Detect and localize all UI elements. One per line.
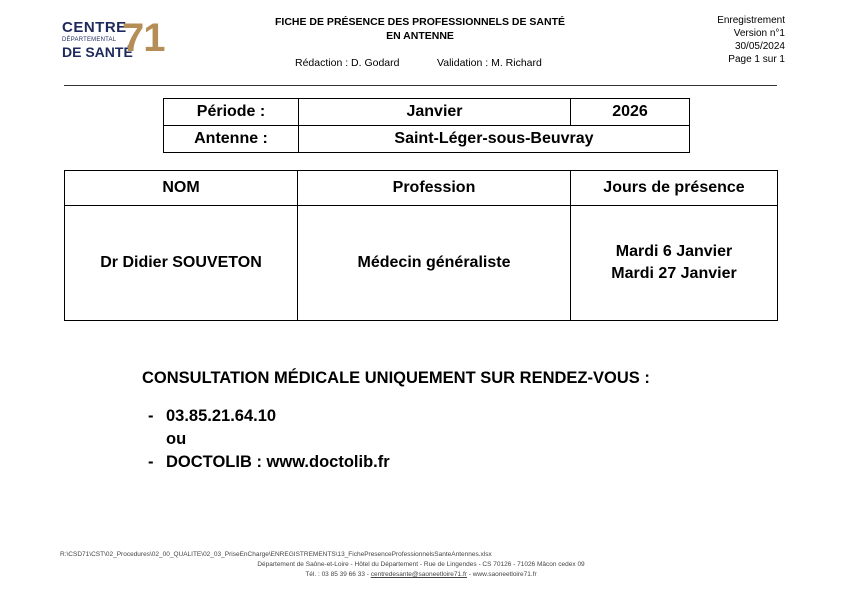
- page-number: Page 1 sur 1: [728, 54, 785, 65]
- footer: [60, 550, 782, 580]
- bullet-dash: -: [148, 453, 154, 471]
- redaction: Rédaction : D. Godard: [295, 57, 400, 69]
- presence-table: [64, 170, 778, 321]
- document-title: [250, 15, 590, 43]
- antenna-name: Saint-Léger-sous-Beuvray: [299, 126, 690, 153]
- contact-or: ou: [166, 430, 187, 448]
- doctolib-link[interactable]: DOCTOLIB : www.doctolib.fr: [166, 453, 390, 471]
- logo: [62, 16, 165, 62]
- footer-site: - www.saoneetloire71.fr: [466, 571, 537, 578]
- footer-contact: [60, 570, 782, 580]
- header-divider: [64, 85, 777, 86]
- version: Version n°1: [733, 28, 785, 39]
- contact-list: [148, 405, 390, 474]
- table-header-row: [65, 171, 778, 206]
- cell-profession: Médecin généraliste: [298, 206, 571, 321]
- bullet-dash: -: [148, 407, 154, 425]
- record-date: 30/05/2024: [734, 41, 785, 52]
- file-path: R:\CSD71\CST\02_Procedures\02_00_QUALITE\02_03_PriseEnCharge\ENREGISTREMENTS\13_FichePresenceProfessionnelsSanteAntennes.xlsx: [60, 551, 492, 558]
- period-year: 2026: [571, 99, 690, 126]
- phone-number: 03.85.21.64.10: [166, 407, 277, 425]
- logo-number: 71: [122, 16, 165, 60]
- cell-name: Dr Didier SOUVETON: [65, 206, 298, 321]
- period-table: [163, 98, 690, 153]
- header-profession: Profession: [298, 171, 571, 206]
- record-label: Enregistrement: [717, 15, 785, 26]
- header-name: NOM: [65, 171, 298, 206]
- antenna-label: Antenne :: [164, 126, 299, 153]
- email-link[interactable]: centredesante@saoneetloire71.fr: [370, 571, 467, 578]
- validation: Validation : M. Richard: [437, 57, 542, 69]
- header-days: Jours de présence: [571, 171, 778, 206]
- logo-line1: CENTRE: [62, 19, 127, 36]
- footer-tel: Tél. : 03 85 39 66 33 -: [305, 571, 371, 578]
- day-2: Mardi 27 Janvier: [611, 265, 737, 282]
- period-label: Période :: [164, 99, 299, 126]
- table-row: [65, 206, 778, 321]
- footer-address: Département de Saône-et-Loire - Hôtel du Département - Rue de Lingendes - CS 70126 - 71026 Mâcon cedex 09: [257, 561, 585, 568]
- day-1: Mardi 6 Janvier: [615, 243, 733, 260]
- record-info: [717, 14, 785, 66]
- cell-days: [571, 206, 778, 321]
- title-line2: EN ANTENNE: [386, 30, 454, 42]
- period-month: Janvier: [299, 99, 571, 126]
- logo-line2: DÉPARTEMENTAL: [62, 37, 117, 43]
- logo-line3: DE SANTÉ: [62, 44, 133, 60]
- title-line1: FICHE DE PRÉSENCE DES PROFESSIONNELS DE SANTÉ: [275, 16, 565, 28]
- contact-phone: [148, 405, 390, 428]
- contact-doctolib: [148, 451, 390, 474]
- consultation-title: CONSULTATION MÉDICALE UNIQUEMENT SUR RENDEZ-VOUS :: [142, 369, 650, 387]
